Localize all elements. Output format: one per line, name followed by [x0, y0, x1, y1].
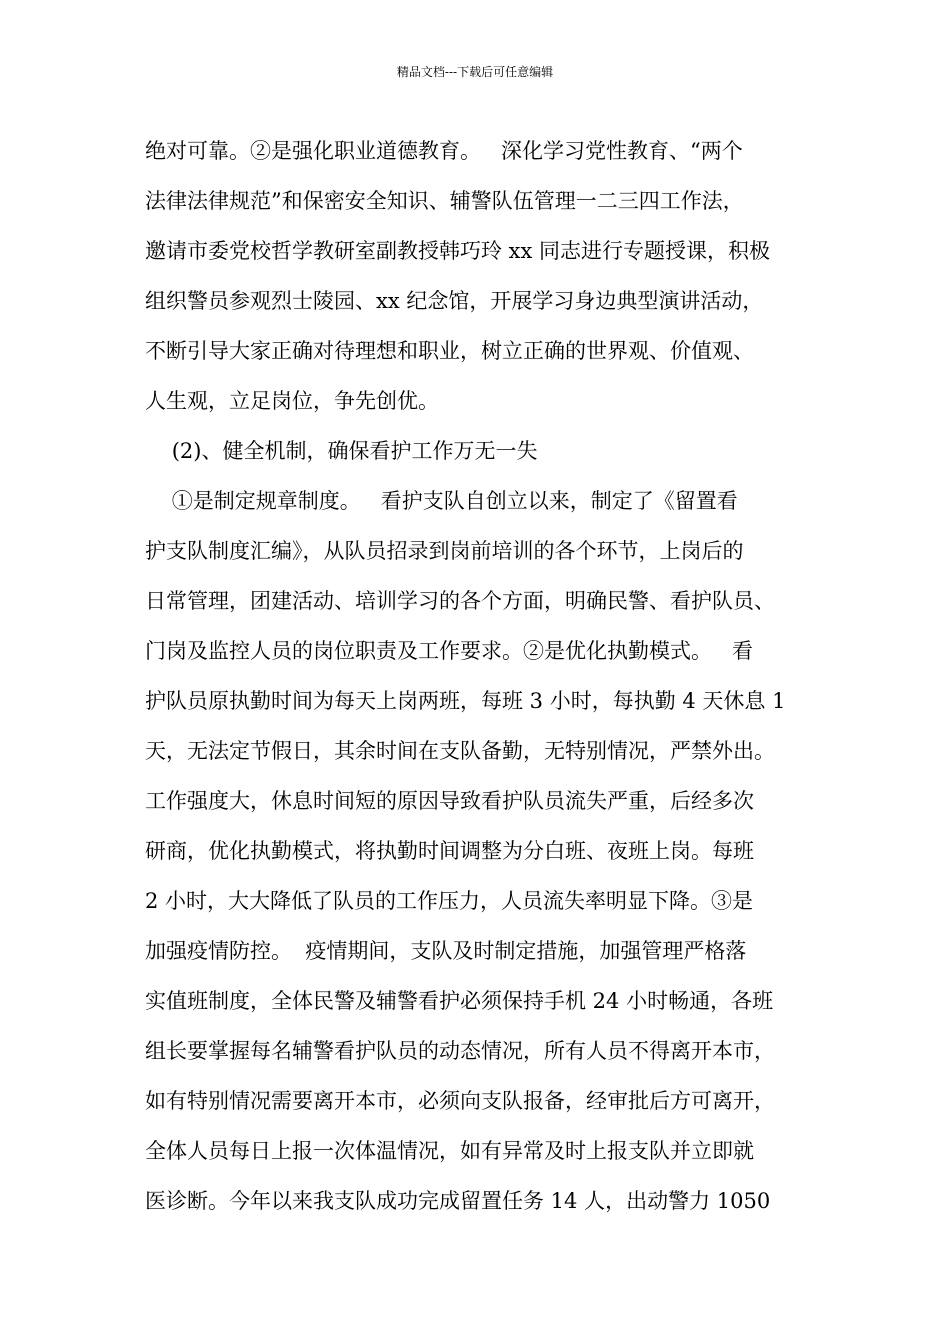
body-line: 日常管理，团建活动、培训学习的各个方面，明确民警、看护队员、 — [145, 589, 775, 613]
body-line: 全体人员每日上报一次体温情况，如有异常及时上报支队并立即就 — [145, 1139, 754, 1163]
body-line: 实值班制度，全体民警及辅警看护必须保持手机 24 小时畅通，各班 — [145, 989, 774, 1013]
section-heading: (2)、健全机制，确保看护工作万无一失 — [145, 439, 538, 463]
body-line: 组织警员参观烈士陵园、xx 纪念馆，开展学习身边典型演讲活动， — [145, 289, 764, 313]
body-line: ①是制定规章制度。 看护支队自创立以来，制定了《留置看 — [145, 489, 738, 513]
body-line: 不断引导大家正确对待理想和职业，树立正确的世界观、价值观、 — [145, 339, 754, 363]
body-line: 组长要掌握每名辅警看护队员的动态情况，所有人员不得离开本市， — [145, 1039, 775, 1063]
body-line: 人生观，立足岗位，争先创优。 — [145, 389, 439, 413]
body-line: 加强疫情防控。 疫情期间，支队及时制定措施，加强管理严格落 — [145, 939, 747, 963]
body-line: 如有特别情况需要离开本市，必须向支队报备，经审批后方可离开， — [145, 1089, 775, 1113]
body-line: 医诊断。今年以来我支队成功完成留置任务 14 人，出动警力 1050 — [145, 1189, 771, 1213]
body-line: 2 小时，大大降低了队员的工作压力，人员流失率明显下降。③是 — [145, 889, 754, 913]
body-line: 护队员原执勤时间为每天上岗两班，每班 3 小时，每执勤 4 天休息 1 — [145, 689, 786, 713]
body-line: 门岗及监控人员的岗位职责及工作要求。②是优化执勤模式。 看 — [145, 639, 754, 663]
page-header: 精品文档---下载后可任意编辑 — [396, 65, 554, 79]
body-line: 工作强度大，休息时间短的原因导致看护队员流失严重，后经多次 — [145, 789, 754, 813]
body-line: 天，无法定节假日，其余时间在支队备勤，无特别情况，严禁外出。 — [145, 739, 775, 763]
body-line: 邀请市委党校哲学教研室副教授韩巧玲 xx 同志进行专题授课，积极 — [145, 239, 771, 263]
body-line: 法律法律规范”和保密安全知识、辅警队伍管理一二三四工作法， — [145, 189, 744, 213]
body-line: 绝对可靠。②是强化职业道德教育。 深化学习党性教育、“两个 — [145, 139, 743, 163]
body-line: 研商，优化执勤模式，将执勤时间调整为分白班、夜班上岗。每班 — [145, 839, 754, 863]
body-line: 护支队制度汇编》，从队员招录到岗前培训的各个环节，上岗后的 — [145, 539, 744, 563]
